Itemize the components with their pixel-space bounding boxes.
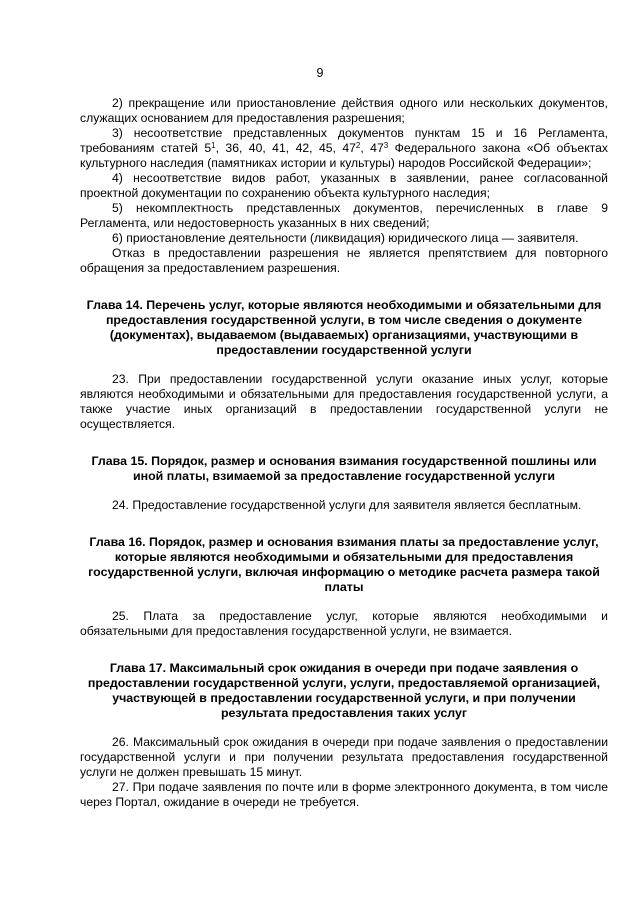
list-item-4: 4) несоответствие видов работ, указанных в заявлении, ранее согласованной проектной документации по сохранению объекта культурного наследия;: [80, 171, 608, 200]
chapter-14-title: Глава 14. Перечень услуг, которые являются необходимыми и обязательными для предоставления государственной услуги, в том числе сведения о документе (документах), выдаваемом (выдаваемых) организациями, участвующими в предоставлении государственной услуги: [86, 298, 602, 357]
document-body: [80, 96, 608, 810]
list-item-2: 2) прекращение или приостановление действия одного или нескольких документов, служащих основанием для предоставления разрешения;: [80, 96, 608, 125]
paragraph-26: 26. Максимальный срок ожидания в очереди при подаче заявления о предоставлении государственной услуги и при получении результата предоставления государственной услуги не должен превышать 15 минут.: [80, 735, 608, 779]
chapter-16-title: Глава 16. Порядок, размер и основания взимания платы за предоставление услуг, которые являются необходимыми и обязательными для предоставления государственной услуги, включая информацию о методике расчета размера такой платы: [88, 535, 600, 594]
chapter-17-title: Глава 17. Максимальный срок ожидания в очереди при подаче заявления о предоставлении государственной услуги, услуги, предоставляемой организацией, участвующей в предоставлении государственной услуги, и при получении результата предоставления таких услуг: [87, 661, 601, 720]
paragraph-25: 25. Плата за предоставление услуг, которые являются необходимыми и обязательными для предоставления государственной услуги, не взимается.: [80, 609, 608, 638]
paragraph-24: 24. Предоставление государственной услуги для заявителя является бесплатным.: [112, 498, 582, 512]
list-item-6: 6) приостановление деятельности (ликвидация) юридического лица — заявителя.: [112, 231, 579, 245]
paragraph-23: 23. При предоставлении государственной услуги оказание иных услуг, которые являются необходимыми и обязательными для предоставления государственной услуги, а также участие иных организаций в предоставлении государственной услуги не осуществляется.: [80, 372, 608, 431]
list-item-5: 5) некомплектность представленных документов, перечисленных в главе 9 Регламента, или недостоверность указанных в них сведений;: [80, 201, 608, 230]
refusal-note: Отказ в предоставлении разрешения не является препятствием для повторного обращения за предоставлением разрешения.: [80, 246, 608, 275]
page-number: 9: [316, 66, 324, 80]
chapter-15-title: Глава 15. Порядок, размер и основания взимания государственной пошлины или иной платы, взимаемой за предоставление государственной услуги: [91, 454, 597, 483]
list-item-3: 3) несоответствие представленных документов пунктам 15 и 16 Регламента, требованиям статей $5^1$, 36, 40, 41, 42, 45, $47^2$, $47^3$ Федерального закона «Об объектах культурного наследия (памятниках истории и культуры) народов Российской Федерации»;: [80, 126, 608, 170]
paragraph-27: 27. При подаче заявления по почте или в форме электронного документа, в том числе через Портал, ожидание в очереди не требуется.: [80, 780, 608, 809]
